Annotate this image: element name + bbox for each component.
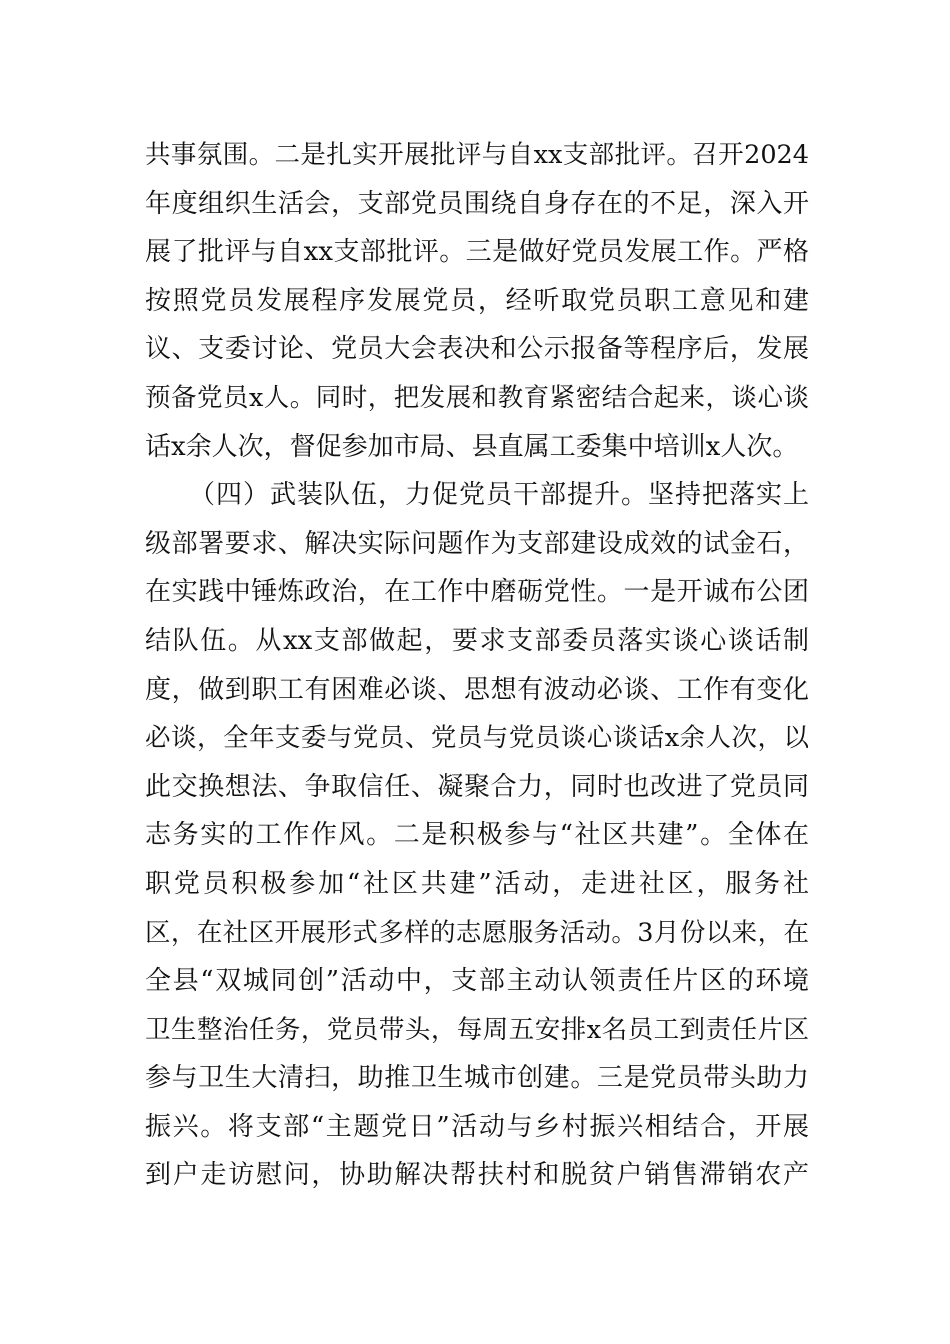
text-line: 职党员积极参加“社区共建”活动，走进社区，服务社 [145, 868, 809, 899]
text-line: 共事氛围。二是扎实开展批评与自xx支部批评。召开2024 [145, 140, 809, 170]
text-line: 到户走访慰问，协助解决帮扶村和脱贫户销售滞销农产 [145, 1160, 809, 1191]
text-line: 卫生整治任务，党员带头，每周五安排x名员工到责任片区 [145, 1014, 809, 1045]
text-line: 预备党员x人。同时，把发展和教育紧密结合起来，谈心谈 [145, 382, 809, 413]
text-line: 议、支委讨论、党员大会表决和公示报备等程序后，发展 [145, 334, 809, 365]
text-line: 年度组织生活会，支部党员围绕自身存在的不足，深入开 [145, 188, 809, 219]
text-line: 参与卫生大清扫，助推卫生城市创建。三是党员带头助力 [145, 1063, 809, 1094]
text-line: 按照党员发展程序发展党员，经听取党员职工意见和建 [145, 285, 809, 316]
text-line: 结队伍。从xx支部做起，要求支部委员落实谈心谈话制 [145, 625, 809, 656]
document-body [145, 131, 809, 1200]
text-line: 度，做到职工有困难必谈、思想有波动必谈、工作有变化 [145, 674, 809, 705]
text-line: 此交换想法、争取信任、凝聚合力，同时也改进了党员同 [145, 771, 809, 802]
text-line: 全县“双城同创”活动中，支部主动认领责任片区的环境 [145, 966, 809, 997]
text-line: 级部署要求、解决实际问题作为支部建设成效的试金石， [145, 528, 809, 559]
text-line: 在实践中锤炼政治，在工作中磨砺党性。一是开诚布公团 [145, 577, 809, 608]
text-line: 区，在社区开展形式多样的志愿服务活动。3月份以来，在 [145, 917, 809, 948]
text-line: 话x余人次，督促参加市局、县直属工委集中培训x人次。 [145, 431, 799, 462]
text-line: 必谈，全年支委与党员、党员与党员谈心谈话x余人次，以 [145, 723, 809, 754]
section-heading-line: （四）武装队伍，力促党员干部提升。坚持把落实上 [189, 480, 809, 511]
text-line: 展了批评与自xx支部批评。三是做好党员发展工作。严格 [145, 237, 809, 268]
text-line: 志务实的工作作风。二是积极参与“社区共建”。全体在 [145, 820, 809, 851]
text-line: 振兴。将支部“主题党日”活动与乡村振兴相结合，开展 [145, 1111, 809, 1142]
